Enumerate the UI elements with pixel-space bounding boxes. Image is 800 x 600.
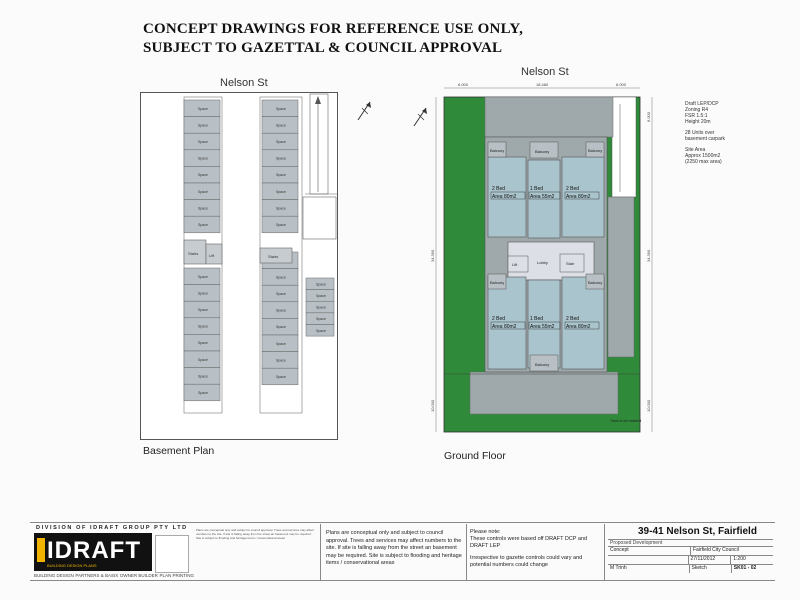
- bp-lobby-text: Stairs: [268, 254, 279, 259]
- site-info-line: Approx 1500m2: [685, 153, 721, 159]
- company-contact: [155, 535, 189, 573]
- service-1: BUILDING DESIGN: [34, 573, 74, 578]
- parking-space-label: Space: [198, 140, 208, 144]
- logo-text: IDRAFT: [47, 537, 141, 564]
- dim-top-2: 18.480: [536, 82, 549, 87]
- note-2: Irrespective to gazette controls could vary and potential numbers could change: [470, 555, 583, 568]
- ground-floor-plan: [430, 82, 660, 442]
- stair-text: Stair: [566, 261, 575, 266]
- site-info-line: (2250 max area): [685, 159, 722, 165]
- parking-space-label: Space: [276, 189, 286, 194]
- unit-1-area: Area 80m2: [492, 194, 517, 200]
- note-1: These controls were based off DRAFT DCP and DRAFT LEP: [470, 536, 588, 549]
- field-sheet: SK01 - 02: [731, 565, 773, 573]
- site-info-line: 28 Units over: [685, 130, 715, 136]
- parking-space-label: Space: [198, 291, 208, 296]
- field-council: Fairfield City Council: [690, 547, 773, 555]
- parking-space-label: Space: [276, 206, 286, 211]
- parking-space-label: Space: [198, 223, 208, 227]
- parking-space-label: Space: [276, 275, 286, 280]
- parking-space-label: Space: [198, 156, 208, 161]
- site-info-line: Height 20m: [685, 119, 711, 125]
- field-drawn: M Trinh: [610, 565, 627, 571]
- field-stage: Sketch: [689, 565, 731, 573]
- bp-stair-text: Stairs: [188, 251, 199, 256]
- logo-sub: BUILDING DESIGN PLANS: [47, 563, 97, 568]
- unit-6-beds: 2 Bed: [566, 316, 580, 322]
- ground-floor-label: Ground Floor: [444, 450, 506, 462]
- field-proposed: Proposed Development: [610, 540, 663, 546]
- project-info: [608, 524, 773, 573]
- balcony-3: Balcony: [588, 148, 603, 153]
- parking-space-label: Space: [316, 328, 326, 333]
- parking-space-label: Space: [276, 140, 286, 144]
- field-date: 27/11/2012: [688, 556, 731, 564]
- parking-space-label: Space: [276, 173, 286, 178]
- field-concept: Concept: [610, 547, 629, 553]
- note-title: Please note:: [470, 529, 501, 535]
- bp-lift-text: Lift: [209, 253, 215, 258]
- unit-4-beds: 2 Bed: [492, 316, 506, 322]
- parking-space-label: Space: [198, 374, 208, 379]
- dim-right-1: 6.000: [646, 111, 651, 122]
- field-scale: 1:200: [730, 556, 773, 564]
- parking-space-label: Space: [198, 308, 208, 312]
- north-arrow-icon: [410, 104, 432, 130]
- unit-1-beds: 2 Bed: [492, 186, 506, 192]
- dim-left: 34.390: [430, 249, 435, 262]
- unit-5-beds: 1 Bed: [530, 316, 544, 322]
- dim-top-1: 6.000: [458, 82, 469, 87]
- service-4: PLAN PRINTING: [159, 573, 194, 578]
- lift-text: Lift: [512, 262, 518, 267]
- parking-space-label: Space: [276, 375, 286, 379]
- parking-space-label: Space: [316, 317, 326, 322]
- header-line-2: SUBJECT TO GAZETTAL & COUNCIL APPROVAL: [143, 40, 503, 56]
- dim-right-3: 10.000: [646, 399, 651, 412]
- please-note: [470, 529, 600, 569]
- parking-space-label: Space: [198, 106, 208, 111]
- site-info-line: Draft LEP/DCP: [685, 101, 719, 107]
- dim-right-2: 34.390: [646, 249, 651, 262]
- company-line: DIVISION OF IDRAFT GROUP PTY LTD: [36, 525, 188, 531]
- balcony-4: Balcony: [490, 280, 505, 285]
- project-title: 39-41 Nelson St, Fairfield: [638, 526, 757, 537]
- unit-3-beds: 2 Bed: [566, 186, 580, 192]
- parking-space-label: Space: [276, 123, 286, 128]
- balcony-5: Balcony: [588, 280, 603, 285]
- unit-2-beds: 1 Bed: [530, 186, 544, 192]
- north-arrow-icon: [354, 98, 376, 124]
- parking-space-label: Space: [276, 292, 286, 296]
- balcony-1: Balcony: [490, 148, 505, 153]
- balcony-6: Balcony: [535, 362, 550, 367]
- tree-note: Trees to be retained: [610, 419, 642, 423]
- site-info: [685, 101, 745, 165]
- parking-space-label: Space: [198, 391, 208, 395]
- service-2: PARTNERS & BASIX: [75, 573, 119, 578]
- dim-left-bottom: 10.000: [430, 399, 435, 412]
- site-info-line: Zoning R4: [685, 107, 709, 113]
- parking-space-label: Space: [276, 341, 286, 346]
- site-info-line: Site Area: [685, 147, 706, 153]
- idraft-logo: [34, 533, 152, 571]
- parking-space-label: Space: [276, 106, 286, 111]
- parking-space-label: Space: [276, 223, 286, 227]
- parking-space-label: Space: [316, 305, 326, 310]
- unit-2-area: Area 55m2: [530, 194, 555, 200]
- unit-3-area: Area 80m2: [566, 194, 591, 200]
- parking-space-label: Space: [198, 123, 208, 128]
- legal-fineprint: [196, 528, 314, 572]
- parking-space-label: Space: [276, 308, 286, 313]
- parking-space-label: Space: [198, 274, 208, 279]
- parking-space-label: Space: [198, 173, 208, 178]
- parking-space-label: Space: [198, 357, 208, 362]
- parking-space-label: Space: [198, 341, 208, 346]
- basement-street-label: Nelson St: [220, 77, 268, 89]
- unit-4-area: Area 80m2: [492, 324, 517, 330]
- fineprint-text: Plans are conceptual only and subject to council approval. Trees and services may affect numbers to the site. If site is falling away from the street an basement may be required. Site is subject to flooding and heritage items / conservational areas: [196, 528, 314, 540]
- unit-5-area: Area 55m2: [530, 324, 555, 330]
- parking-space-label: Space: [276, 156, 286, 161]
- parking-space-label: Space: [276, 358, 286, 363]
- parking-space-label: Space: [316, 293, 326, 298]
- parking-space-label: Space: [198, 206, 208, 211]
- unit-6-area: Area 80m2: [566, 324, 591, 330]
- parking-space-label: Space: [276, 325, 286, 330]
- parking-space-label: Space: [316, 282, 326, 287]
- drawing-header: [143, 20, 523, 58]
- site-info-line: basement carpark: [685, 136, 726, 142]
- site-info-line: FSR 1.5:1: [685, 113, 708, 119]
- parking-space-label: Space: [198, 324, 208, 329]
- lobby-text: Lobby: [537, 260, 548, 265]
- header-line-1: CONCEPT DRAWINGS FOR REFERENCE USE ONLY,: [143, 21, 524, 37]
- ground-street-label: Nelson St: [521, 66, 569, 78]
- parking-space-label: Space: [198, 189, 208, 194]
- dim-top-3: 6.000: [616, 82, 627, 87]
- balcony-2: Balcony: [535, 149, 550, 154]
- service-3: OWNER BUILDER: [119, 573, 158, 578]
- basement-plan-label: Basement Plan: [143, 445, 215, 457]
- services-row: [34, 573, 194, 578]
- basement-plan: [140, 92, 342, 442]
- disclaimer: Plans are conceptual only and subject to council approval. Trees and services may affect numbers to the site. If site is falling away from the street an basement may be required. Site is subject to flooding and heritage items / conservational areas: [326, 530, 462, 566]
